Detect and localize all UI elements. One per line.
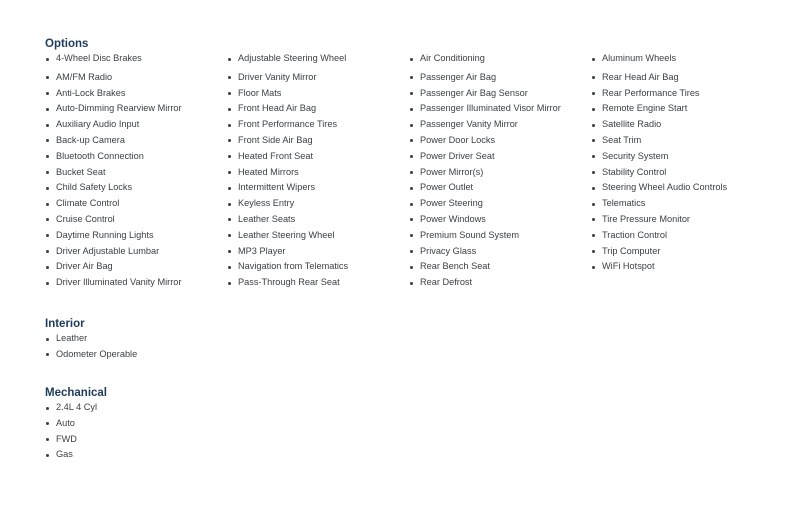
list-item-label: Odometer Operable: [56, 348, 138, 359]
list-item: [45, 70, 227, 86]
list-item-label: Front Head Air Bag: [238, 103, 317, 114]
bullet-icon: [46, 338, 49, 341]
list-item: [45, 117, 227, 133]
bullet-icon: [228, 218, 231, 221]
list-item: [45, 165, 227, 181]
list-item-label: Intermittent Wipers: [238, 182, 316, 193]
interior-section: [45, 317, 137, 363]
list-item: [591, 180, 751, 196]
list-item: [409, 228, 591, 244]
list-item: [45, 331, 137, 347]
bullet-icon: [410, 124, 413, 127]
list-item: [45, 180, 227, 196]
bullet-icon: [46, 234, 49, 237]
list-item-label: Stability Control: [602, 166, 667, 177]
list-item: [227, 51, 409, 67]
bullet-icon: [46, 203, 49, 206]
list-item: [45, 149, 227, 165]
bullet-icon: [592, 124, 595, 127]
bullet-icon: [592, 234, 595, 237]
bullet-icon: [228, 76, 231, 79]
list-item: [409, 259, 591, 275]
list-item: [591, 244, 751, 260]
list-item-label: Rear Defrost: [420, 277, 473, 288]
list-item-label: Premium Sound System: [420, 229, 520, 240]
bullet-icon: [46, 422, 49, 425]
list-item: [45, 196, 227, 212]
list-item-label: Heated Front Seat: [238, 150, 314, 161]
list-item-label: Air Conditioning: [420, 53, 485, 63]
list-item-label: Front Side Air Bag: [238, 134, 313, 145]
list-item: [45, 133, 227, 149]
list-item-label: Traction Control: [602, 229, 668, 240]
list-item: [591, 196, 751, 212]
list-item: [409, 212, 591, 228]
list-item: [591, 70, 751, 86]
list-item-label: FWD: [56, 433, 77, 444]
list-item-label: Power Windows: [420, 213, 486, 224]
bullet-icon: [46, 438, 49, 441]
bullet-icon: [46, 353, 49, 356]
bullet-icon: [228, 124, 231, 127]
bullet-icon: [592, 203, 595, 206]
bullet-icon: [410, 203, 413, 206]
list-item: [409, 70, 591, 86]
bullet-icon: [228, 250, 231, 253]
list-item-label: Telematics: [602, 198, 646, 209]
list-item: [409, 275, 591, 291]
list-item: [227, 259, 409, 275]
options-column-3: [409, 51, 591, 291]
list-item-label: Floor Mats: [238, 87, 282, 98]
options-title: Options: [45, 38, 89, 50]
list-item-label: Driver Air Bag: [56, 261, 113, 272]
list-item: [409, 86, 591, 102]
list-item: [591, 133, 751, 149]
list-item-label: Remote Engine Start: [602, 103, 688, 114]
bullet-icon: [228, 92, 231, 95]
list-item: [45, 447, 107, 463]
list-item-label: Bucket Seat: [56, 166, 106, 177]
list-item: [591, 259, 751, 275]
list-item-label: Auto: [56, 417, 75, 428]
list-item: [227, 180, 409, 196]
list-item-label: Power Driver Seat: [420, 150, 495, 161]
list-item-label: Gas: [56, 449, 73, 460]
list-item-label: Passenger Illuminated Visor Mirror: [420, 103, 561, 114]
bullet-icon: [410, 92, 413, 95]
list-item-label: Privacy Glass: [420, 245, 477, 256]
list-item-label: WiFi Hotspot: [602, 261, 655, 272]
list-item-label: Adjustable Steering Wheel: [238, 53, 347, 63]
list-item-label: Passenger Vanity Mirror: [420, 119, 518, 130]
bullet-icon: [592, 108, 595, 111]
list-item-label: Anti-Lock Brakes: [56, 87, 126, 98]
list-item-label: Auto-Dimming Rearview Mirror: [56, 103, 182, 114]
list-item-label: Driver Illuminated Vanity Mirror: [56, 277, 182, 288]
list-item-label: Bluetooth Connection: [56, 150, 144, 161]
list-item: [45, 228, 227, 244]
list-item-label: Rear Bench Seat: [420, 261, 490, 272]
list-item-label: Passenger Air Bag Sensor: [420, 87, 528, 98]
options-section: [45, 37, 751, 291]
list-item: [591, 51, 751, 67]
interior-title: Interior: [45, 318, 85, 330]
list-item-label: Child Safety Locks: [56, 182, 133, 193]
list-item-label: Rear Performance Tires: [602, 87, 700, 98]
list-item: [227, 70, 409, 86]
list-item: [409, 51, 591, 67]
bullet-icon: [228, 155, 231, 158]
options-column-4: [591, 51, 751, 291]
bullet-icon: [46, 124, 49, 127]
list-item-label: Auxiliary Audio Input: [56, 119, 140, 130]
list-item: [409, 180, 591, 196]
list-item: [409, 196, 591, 212]
bullet-icon: [410, 108, 413, 111]
list-item-label: Leather: [56, 333, 88, 343]
bullet-icon: [410, 58, 413, 61]
bullet-icon: [228, 58, 231, 61]
list-item: [45, 212, 227, 228]
list-item: [227, 133, 409, 149]
list-item-label: 2.4L 4 Cyl: [56, 402, 98, 412]
list-item-label: Leather Steering Wheel: [238, 229, 335, 240]
bullet-icon: [46, 187, 49, 190]
mechanical-title: Mechanical: [45, 387, 107, 399]
options-column-1: [45, 51, 227, 291]
options-column-2: [227, 51, 409, 291]
list-item: [227, 149, 409, 165]
list-item-label: Aluminum Wheels: [602, 53, 677, 63]
list-item: [45, 400, 107, 416]
interior-list: [45, 331, 137, 363]
list-item-label: AM/FM Radio: [56, 71, 113, 82]
list-item: [409, 244, 591, 260]
bullet-icon: [410, 155, 413, 158]
list-item-label: Driver Vanity Mirror: [238, 71, 317, 82]
bullet-icon: [410, 187, 413, 190]
list-item: [45, 101, 227, 117]
list-item: [227, 86, 409, 102]
list-item: [591, 86, 751, 102]
list-item-label: Cruise Control: [56, 213, 115, 224]
bullet-icon: [46, 218, 49, 221]
options-grid: [45, 51, 751, 291]
list-item: [409, 117, 591, 133]
list-item-label: Power Mirror(s): [420, 166, 484, 177]
list-item-label: Seat Trim: [602, 134, 642, 145]
bullet-icon: [46, 407, 49, 410]
list-item: [45, 244, 227, 260]
bullet-icon: [46, 155, 49, 158]
list-item-label: Navigation from Telematics: [238, 261, 349, 272]
list-item-label: Leather Seats: [238, 213, 296, 224]
bullet-icon: [228, 139, 231, 142]
bullet-icon: [592, 218, 595, 221]
bullet-icon: [46, 282, 49, 285]
bullet-icon: [592, 266, 595, 269]
list-item: [227, 212, 409, 228]
bullet-icon: [46, 266, 49, 269]
list-item: [409, 149, 591, 165]
bullet-icon: [410, 250, 413, 253]
list-item-label: Security System: [602, 150, 669, 161]
list-item: [227, 196, 409, 212]
list-item-label: Back-up Camera: [56, 134, 125, 145]
list-item: [409, 133, 591, 149]
list-item: [227, 228, 409, 244]
bullet-icon: [46, 92, 49, 95]
list-item-label: Driver Adjustable Lumbar: [56, 245, 160, 256]
list-item-label: Pass-Through Rear Seat: [238, 277, 340, 288]
bullet-icon: [410, 139, 413, 142]
list-item: [591, 149, 751, 165]
bullet-icon: [592, 58, 595, 61]
bullet-icon: [410, 171, 413, 174]
list-item-label: Climate Control: [56, 198, 120, 209]
list-item: [591, 228, 751, 244]
list-item: [45, 432, 107, 448]
bullet-icon: [228, 282, 231, 285]
list-item-label: Power Outlet: [420, 182, 474, 193]
bullet-icon: [410, 234, 413, 237]
bullet-icon: [46, 76, 49, 79]
list-item-label: 4-Wheel Disc Brakes: [56, 53, 142, 63]
list-item-label: Daytime Running Lights: [56, 229, 154, 240]
bullet-icon: [410, 282, 413, 285]
list-item: [227, 244, 409, 260]
bullet-icon: [592, 139, 595, 142]
list-item: [45, 347, 137, 363]
bullet-icon: [592, 250, 595, 253]
list-item: [591, 212, 751, 228]
bullet-icon: [410, 76, 413, 79]
bullet-icon: [228, 266, 231, 269]
list-item: [45, 275, 227, 291]
bullet-icon: [228, 108, 231, 111]
list-item-label: MP3 Player: [238, 245, 286, 256]
bullet-icon: [228, 203, 231, 206]
list-item-label: Passenger Air Bag: [420, 71, 497, 82]
mechanical-list: [45, 400, 107, 463]
list-item: [409, 101, 591, 117]
list-item-label: Satellite Radio: [602, 119, 662, 130]
list-item-label: Power Door Locks: [420, 134, 496, 145]
list-item: [227, 275, 409, 291]
list-item: [45, 86, 227, 102]
bullet-icon: [228, 187, 231, 190]
bullet-icon: [410, 218, 413, 221]
bullet-icon: [592, 187, 595, 190]
list-item-label: Tire Pressure Monitor: [602, 213, 690, 224]
mechanical-section: [45, 386, 107, 463]
bullet-icon: [46, 171, 49, 174]
bullet-icon: [46, 58, 49, 61]
bullet-icon: [228, 171, 231, 174]
list-item: [227, 101, 409, 117]
list-item: [409, 165, 591, 181]
list-item: [45, 416, 107, 432]
bullet-icon: [228, 234, 231, 237]
bullet-icon: [46, 250, 49, 253]
bullet-icon: [592, 155, 595, 158]
bullet-icon: [592, 76, 595, 79]
list-item: [45, 259, 227, 275]
list-item: [591, 117, 751, 133]
bullet-icon: [46, 108, 49, 111]
bullet-icon: [46, 139, 49, 142]
list-item-label: Front Performance Tires: [238, 119, 338, 130]
list-item-label: Trip Computer: [602, 245, 661, 256]
list-item-label: Keyless Entry: [238, 198, 295, 209]
list-item-label: Steering Wheel Audio Controls: [602, 182, 728, 193]
list-item: [45, 51, 227, 67]
bullet-icon: [592, 92, 595, 95]
list-item-label: Power Steering: [420, 198, 483, 209]
list-item: [227, 117, 409, 133]
list-item: [591, 165, 751, 181]
list-item: [591, 101, 751, 117]
list-item-label: Rear Head Air Bag: [602, 71, 679, 82]
bullet-icon: [410, 266, 413, 269]
list-item: [227, 165, 409, 181]
bullet-icon: [592, 171, 595, 174]
list-item-label: Heated Mirrors: [238, 166, 299, 177]
bullet-icon: [46, 454, 49, 457]
